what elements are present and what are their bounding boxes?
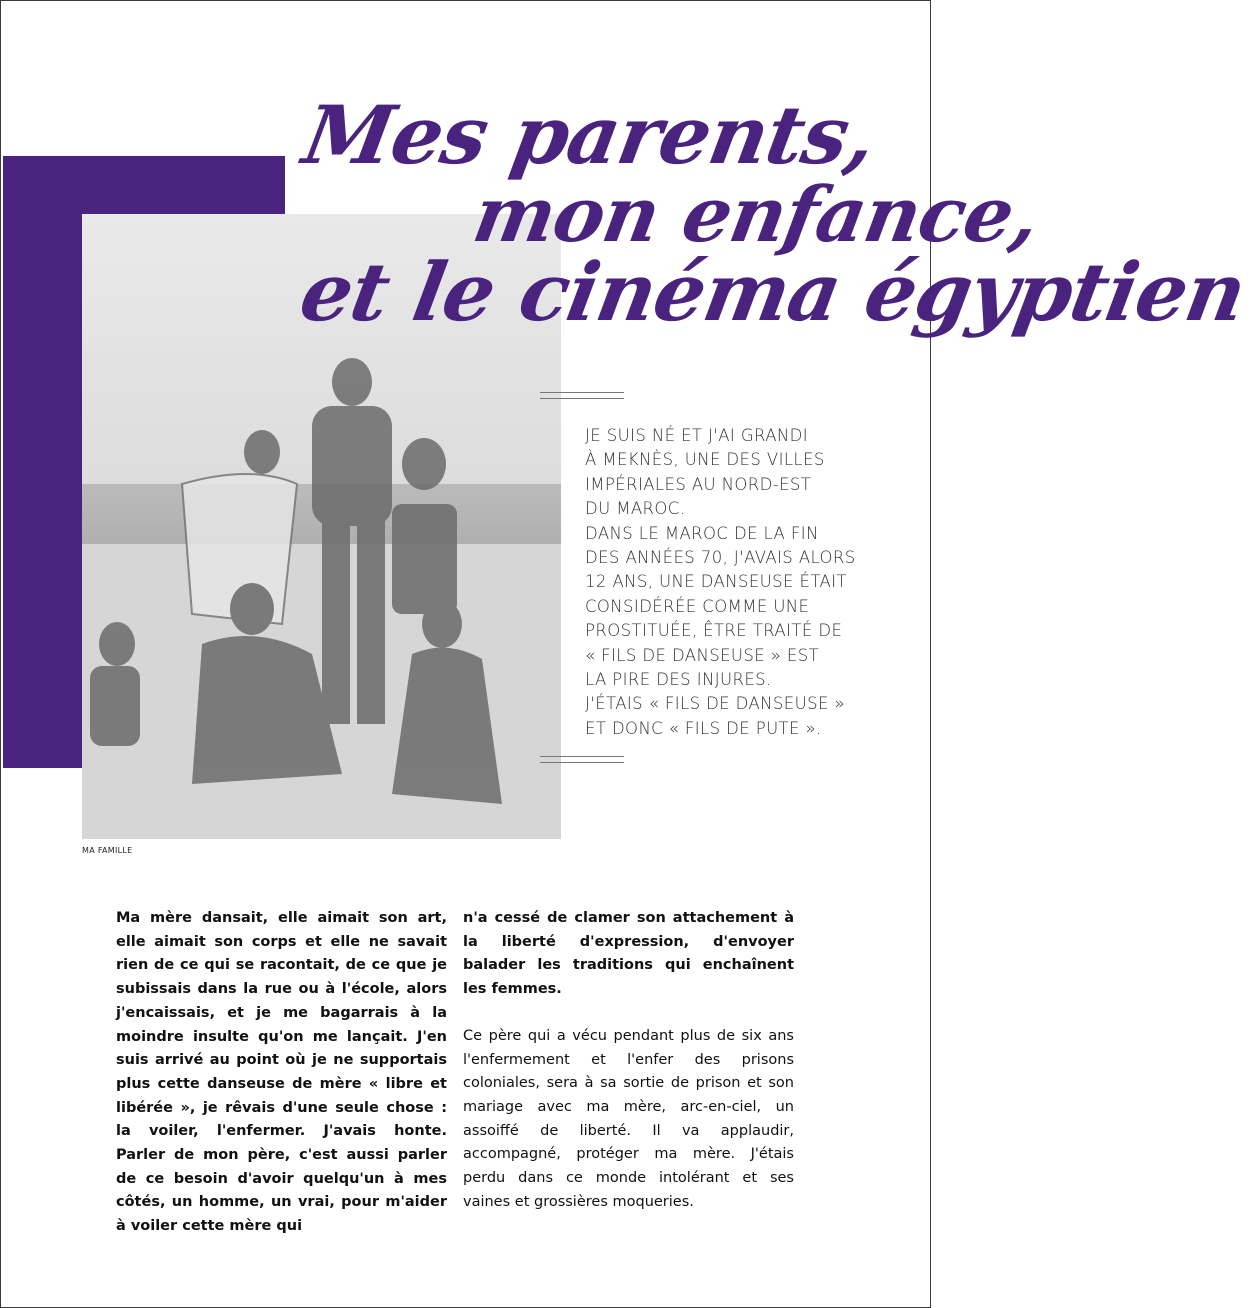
intro-line: J'ÉTAIS « FILS DE DANSEUSE » <box>585 694 845 714</box>
title-line-2: mon enfance, <box>467 170 1046 259</box>
intro-line: À MEKNÈS, UNE DES VILLES <box>585 450 825 470</box>
intro-line: DU MAROC. <box>585 499 686 519</box>
intro-line: IMPÉRIALES AU NORD-EST <box>585 474 812 494</box>
intro-line: 12 ANS, UNE DANSEUSE ÉTAIT <box>585 572 847 592</box>
intro-line: CONSIDÉRÉE COMME UNE <box>585 596 810 616</box>
intro-line: LA PIRE DES INJURES. <box>585 670 772 690</box>
body-paragraph: Ma mère dansait, elle aimait son art, elle aimait son corps et elle ne savait rien de ce qui se racontait, de ce que je subissais dans la rue ou à l'école, alors j'encaissais, et je me bagarrais à la moindre insulte qu'on me lançait. J'en suis arrivé au point où je ne supportais plus cette danseuse de mère « libre et libérée », je rêvais d'une seule chose : la voiler, l'enfermer. J'avais honte. Parler de mon père, c'est aussi parler de ce besoin d'avoir quelqu'un à mes côtés, un homme, un vrai, pour m'aider à voiler cette mère qui <box>116 910 447 1235</box>
intro-line: DES ANNÉES 70, J'AVAIS ALORS <box>585 548 856 568</box>
double-rule-bottom <box>540 756 624 763</box>
intro-line: « FILS DE DANSEUSE » EST <box>585 645 820 665</box>
body-column-1 <box>116 907 447 1239</box>
intro-text <box>585 424 905 741</box>
double-rule-top <box>540 392 624 399</box>
intro-line: JE SUIS NÉ ET J'AI GRANDI <box>585 426 809 445</box>
photo-caption: MA FAMILLE <box>82 846 133 855</box>
body-paragraph: Ce père qui a vécu pendant plus de six ans l'enfermement et l'enfer des prisons coloniales, sera à sa sortie de prison et son mariage avec ma mère, arc-en-ciel, un assoiffé de liberté. Il va applaudir, accompagné, protéger ma mère. J'étais perdu dans ce monde intolérant et ses vaines et grossières moqueries. <box>463 1027 794 1210</box>
title-line-1: Mes parents, <box>296 88 883 182</box>
intro-line: DANS LE MAROC DE LA FIN <box>585 523 819 543</box>
title-line-3: et le cinéma égyptien <box>293 245 1252 339</box>
body-paragraph: n'a cessé de clamer son attachement à la liberté d'expression, d'envoyer balader les traditions qui enchaînent les femmes. <box>463 910 794 998</box>
intro-line: ET DONC « FILS DE PUTE ». <box>585 718 822 738</box>
body-column-2 <box>463 907 794 1214</box>
intro-line: PROSTITUÉE, ÊTRE TRAITÉ DE <box>585 621 843 641</box>
